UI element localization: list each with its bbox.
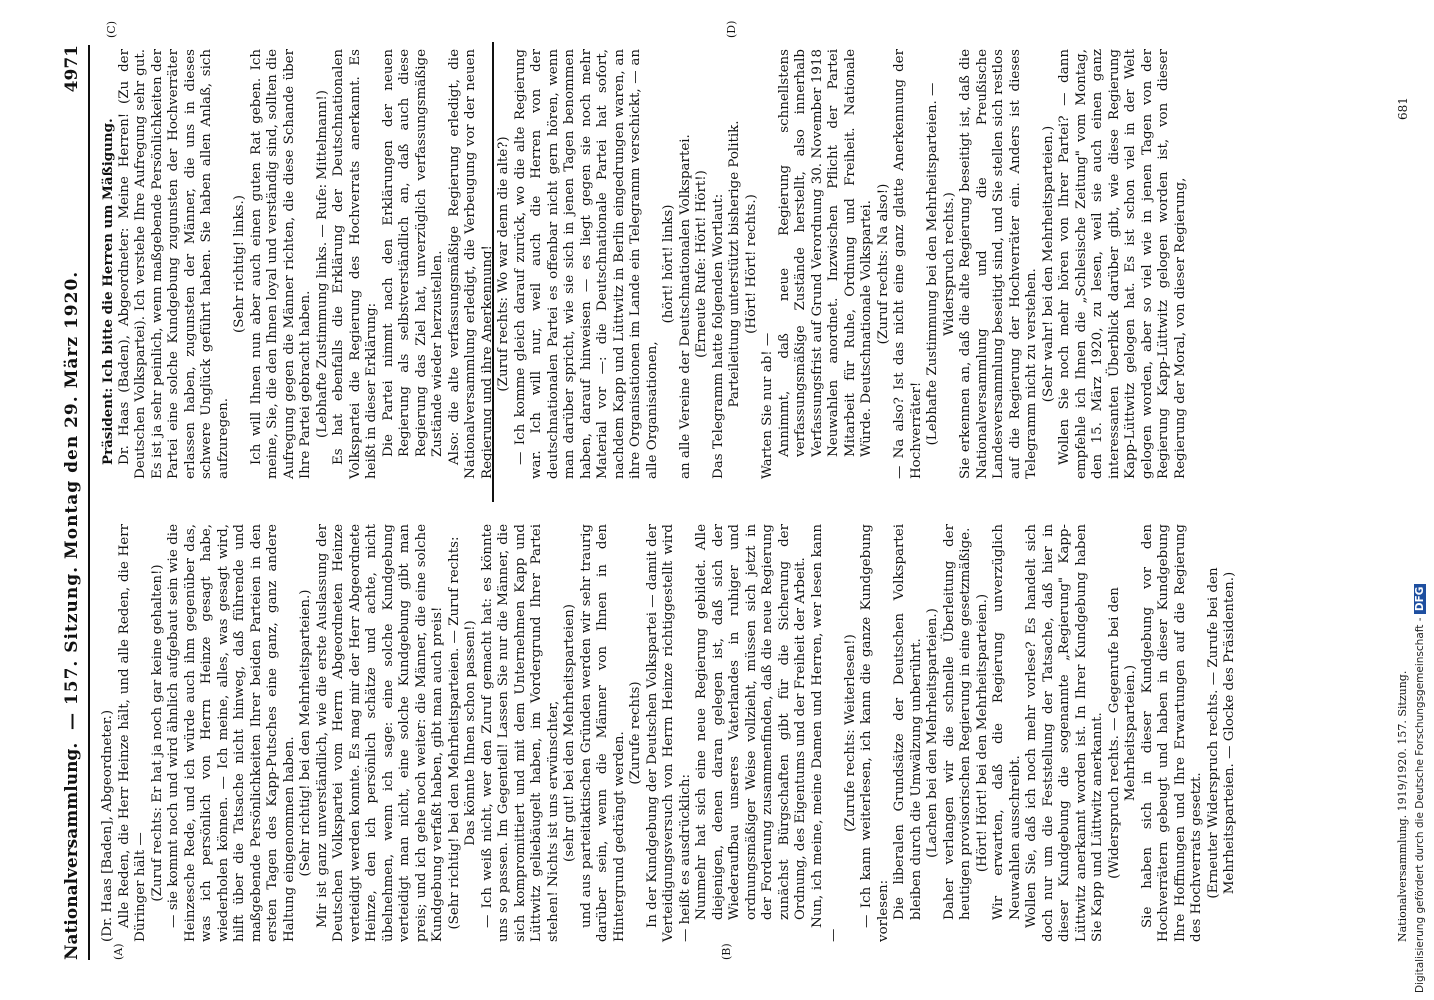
- dfg-logo: DFG: [1414, 584, 1426, 615]
- page-number: 4971: [62, 45, 82, 93]
- quotation: Nunmehr hat sich eine neue Regierung gebildet. Alle diejenigen, denen daran gelegen ist, daß sich der Wiederaufbau unseres Vaterlandes in ruhiger und ordnungsmäßiger Weise vollzieht, müssen sich jetzt in der Forderung zusammenfinden, daß die neue Regierung zunächst Bürgschaften gibt für die Sicherung der Ordnung, des Eigentums und der Freiheit der Arbeit.: [694, 524, 808, 920]
- interjection: (Zuruf rechts: Wo war denn die alte?): [496, 136, 511, 392]
- paragraph: und aus parteitaktischen Gründen werden wir sehr traurig darüber sein, wenn die Männer von Ihnen in den Hintergrund gedrängt werden.: [578, 524, 627, 942]
- interjection: (Hört! Hört! bei den Mehrheitsparteien.): [974, 593, 990, 873]
- paragraph: Mir ist ganz unverständlich, wie die erste Auslassung der Deutschen Volkspartei vom Herrn Abgeordneten Heinze verteidigt werden konnte. Es mag mir der Herr Abgeordnete Heinze, den ich persönlich schätze und achte, nicht übelnehmen, wenn ich sage: eine solche Kundgebung verteidigt man nicht, eine solche Kundgebung gibt man preis; und ich gehe noch weiter: die Männer, die eine solche Kundgebung verfaßt haben, gibt man auch preis!: [314, 524, 445, 942]
- interjection: (Zuruf rechts: Na also!): [875, 183, 891, 345]
- paragraph: Warten Sie nur ab! —: [760, 332, 775, 479]
- paragraph: — sie kommt noch und wird ähnlich aufgebaut sein wie die Heinzesche Rede, und ich würde auch ihm gegenüber das, was ich persönlich von Herrn Heinze gesagt habe, wiederholen können. — Ich meine, alles, was gesagt wird, hilft über die Tatsache nicht hinweg, daß führende und maßgebende Persönlichkeiten Ihrer beiden Parteien in den ersten Tagen des Kapp-Putsches eine ganz, ganz andere Haltung eingenommen haben.: [166, 524, 297, 942]
- paragraph: an alle Vereine der Deutschnationalen Volkspartei.: [677, 134, 693, 479]
- president-remark: Präsident: Ich bitte die Herren um Mäßigung.: [100, 118, 116, 465]
- paragraph: Sie erkennen an, daß die alte Regierung beseitigt ist, daß die Nationalversammlung und die Preußische Landesversammlung beseitigt sind, und Sie stellen sich restlos auf die Regierung der Hochverräter ein. Anders ist dieses Telegramm nicht zu verstehen.: [958, 49, 1039, 479]
- interjection: (Sehr richtig! bei den Mehrheitsparteien.): [298, 589, 313, 877]
- paragraph: Ich will Ihnen nun aber auch einen guten Rat geben. Ich meine, Sie, die den Ihnen loyal und verständig sind, sollten die Aufregung gegen die Männer richten, die diese Schande über Ihre Partei gebracht haben.: [248, 49, 313, 479]
- interjection: (Zurufe rechts: Weiterlesen!): [842, 634, 858, 832]
- margin-mark-a: (A): [112, 943, 125, 960]
- interjection: (Sehr wahr! bei den Mehrheitsparteien.): [1040, 125, 1056, 403]
- interjection: (sehr gut! bei den Mehrheitsparteien): [562, 604, 577, 862]
- quotation: Daher verlangen wir die schnelle Überleitung der heutigen provisorischen Regierung in eine gesetzmäßige.: [941, 524, 973, 920]
- paragraph: — Na also? Ist das nicht eine ganz glatte Anerkennung der Hochverräter!: [892, 49, 924, 479]
- paragraph: Dr. Haas (Baden), Abgeordneter: Meine Herren! (Zu der Deutschen Volkspartei). Ich verstehe Ihre Aufregung sehr gut. Es ist ja sehr peinlich, wenn maßgebende Persönlichkeiten der Partei eine solche Kundgebung zugunsten der Hochverräter erlassen haben, zugunsten der Männer, die uns in dieses schwere Unglück geführt haben. Sie haben allen Anlaß, sich aufzuregen.: [116, 49, 231, 479]
- interjection: (Lebhafte Zustimmung bei den Mehrheitsparteien. — Widerspruch rechts.): [925, 82, 957, 446]
- interjection: (Hört! Hört! rechts.): [743, 194, 759, 334]
- quotation: Parteileitung unterstützt bisherige Politik.: [727, 120, 742, 408]
- paragraph: Sie haben sich in dieser Kundgebung vor den Hochverrätern gebeugt und haben in dieser Kundgebung Ihre Hoffnungen und Ihre Erwartungen auf die Regierung des Hochverrats gesetzt.: [1139, 524, 1204, 942]
- sheet-number: 681: [1396, 97, 1410, 120]
- header-rule: [88, 45, 90, 960]
- paragraph: Wollen Sie noch mehr hören von Ihrer Partei? — dann empfehle ich Ihnen die „Schlesische Zeitung" vom Montag, den 15. März 1920, zu lesen, weil sie auch einen ganz interessanten Überblick darüber gibt, wie diese Regierung Kapp-Lüttwitz gelogen hat. Es ist schon viel in der Welt gelogen worden, aber so viel wie in jenen Tagen von der Regierung Kapp-Lüttwitz gelogen worden ist, von dieser Regierung der Moral, von dieser Regierung,: [1057, 49, 1188, 479]
- paragraph: Das Telegramm hatte folgenden Wortlaut:: [710, 193, 726, 479]
- footer-signature: Nationalversammlung. 1919/1920. 157. Sitzung.: [1396, 670, 1409, 942]
- header-left: Nationalversammlung.: [62, 742, 82, 960]
- paragraph: Wollen Sie, daß ich noch mehr vorlese? Es handelt sich doch nur um die Feststellung der Tatsache, daß hier in dieser Kundgebung die sogenannte „Regierung" Kapp-Lüttwitz anerkannt worden ist. In Ihrer Kundgebung haben Sie Kapp und Lüttwitz anerkannt.: [1024, 524, 1105, 942]
- speaker-line: (Dr. Haas [Baden], Abgeordneter.): [100, 709, 115, 942]
- interjection: (Lachen bei den Mehrheitsparteien.): [925, 608, 940, 858]
- interjection: (Lebhafte Zustimmung links. — Rufe: Mittelmann!): [314, 90, 330, 438]
- header-session: — 157. Sitzung. Montag den 29. März 1920.: [62, 270, 82, 730]
- paragraph: Es hat ebenfalls die Erklärung der Deutschnationalen Volkspartei die Regierung des Hochverrats anerkannt. Es heißt in dieser Erklärung:: [331, 49, 379, 479]
- paragraph: — Ich weiß nicht, wer den Zuruf gemacht hat: es könnte uns so passen. Im Gegenteil! Lassen Sie nur die Männer, die sich kompromittiert und mit dem Unternehmen Kapp und Lüttwitz geliebäugelt haben, im Vordergrund Ihrer Partei stehen! Nichts ist uns erwünschter,: [479, 524, 561, 942]
- interjection: (Sehr richtig! bei den Mehrheitsparteien. — Zuruf rechts: Das könnte Ihnen schon passen!): [446, 536, 478, 930]
- interjection: (hört! hört! links): [661, 204, 676, 324]
- quotation: Annimmt, daß neue Regierung schnellstens verfassungsmäßige Zustände herstellt, also innerhalb Verfassungsfrist auf Grund Verordnung 30. November 1918 Neuwahlen anordnet. Inzwischen Pflicht der Partei Mitarbeit für Ruhe, Ordnung und Freiheit. Nationale Würde. Deutschnationale Volkspartei.: [776, 49, 874, 457]
- interjection: (Sehr richtig! links.): [232, 195, 247, 333]
- quotation: Die liberalen Grundsätze der Deutschen Volkspartei bleiben durch die Umwälzung unberührt.: [892, 524, 924, 920]
- interjection: (Widerspruch rechts. — Gegenrufe bei den Mehrheitsparteien.): [1106, 587, 1138, 879]
- margin-mark-c: (C): [105, 21, 118, 38]
- interjection: (Erneute Rufe: Hört! Hört!): [694, 170, 709, 358]
- column-left: [100, 524, 1390, 942]
- column-right: [100, 49, 1390, 479]
- quotation: Die Partei nimmt nach den Erklärungen der neuen Regierung als selbstverständlich an, daß auch diese Regierung das Ziel hat, unverzüglich verfassungsmäßige Zustände wieder herzustellen.: [380, 49, 445, 457]
- paragraph: Nun, ich meine, meine Damen und Herren, wer lesen kann —: [809, 524, 841, 942]
- paragraph: In der Kundgebung der Deutschen Volkspartei — damit der Verteidigungsversuch von Herrn Heinze richtiggestellt wird — heißt es ausdrücklich:: [644, 524, 693, 942]
- quotation: Wir erwarten, daß die Regierung unverzüglich Neuwahlen ausschreibt.: [991, 524, 1023, 920]
- dfg-notice: [1410, 8, 1430, 993]
- running-header: [62, 45, 88, 960]
- paragraph: — Ich komme gleich darauf zurück, wo die alte Regierung war. Ich will nur, weil auch die Herren von der deutschnationalen Partei es offenbar nicht gern hören, wenn man darüber spricht, wie sie sich in jenen Tagen benommen haben, darauf hinweisen — es liegt gegen sie noch mehr Material vor —: die Deutschnationale Partei hat sofort, nachdem Kapp und Lüttwitz in Berlin eingedrungen waren, an ihre Organisationen im Lande ein Telegramm verschickt, — an alle Organisationen,: [512, 49, 660, 479]
- interjection: (Zurufe rechts): [628, 681, 643, 785]
- paragraph: Alle Reden, die Herr Heinze hält, und alle Reden, die Herr Düringer hält —: [116, 524, 148, 942]
- interjection: (Zuruf rechts: Er hat ja noch gar keine gehalten!): [149, 564, 165, 902]
- paragraph: — Ich kann weiterlesen, ich kann die ganze Kundgebung vorlesen:: [859, 524, 891, 942]
- interjection: (Erneuter Widerspruch rechts. — Zurufe bei den Mehrheitsparteien. — Glocke des Präsidenten.): [1205, 567, 1237, 899]
- dfg-notice-text: Digitalisierung gefördert durch die Deutsche Forschungsgemeinschaft -: [1414, 617, 1426, 993]
- margin-mark-d: (D): [725, 20, 738, 38]
- paragraph: Also: die alte verfassungsmäßige Regierung erledigt, die Nationalversammlung erledigt, die Verbeugung vor der neuen Regierung und ihre Anerkennung!: [446, 49, 495, 479]
- margin-mark-b: (B): [720, 943, 733, 960]
